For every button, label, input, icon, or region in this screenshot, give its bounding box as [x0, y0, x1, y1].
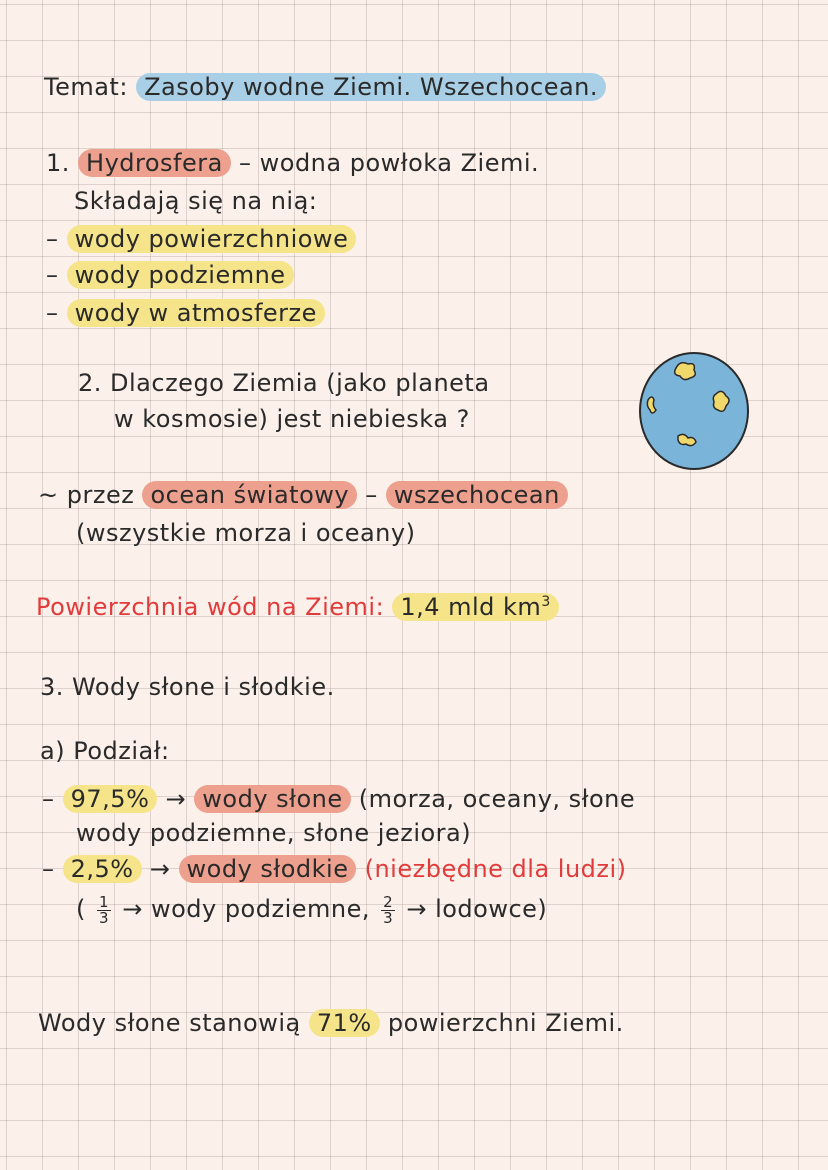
- list-item: – wody podziemne: [46, 260, 294, 290]
- question-line-1: 2. Dlaczego Ziemia (jako planeta: [78, 369, 490, 397]
- salt-detail-line-2: wody podziemne, słone jeziora): [76, 819, 472, 847]
- groundwater-part: → wody podziemne,: [122, 895, 370, 923]
- fraction-denominator: 3: [99, 908, 110, 927]
- salt-dash: –: [42, 785, 55, 813]
- answer-prefix: ~ przez: [38, 481, 135, 509]
- surface-exponent: 3: [541, 594, 551, 610]
- salt-detail: (morza, oceany, słone: [358, 785, 636, 813]
- salt-arrow: →: [165, 785, 187, 813]
- surface-number: 1,4 mld km: [400, 593, 542, 621]
- fresh-water-line: [42, 854, 627, 884]
- composed-intro: Składają się na nią:: [74, 187, 318, 215]
- answer-dash: –: [365, 481, 378, 509]
- wszechocean-term: wszechocean: [386, 481, 568, 509]
- salt-label: wody słone: [194, 785, 350, 813]
- section3-title: 3. Wody słone i słodkie.: [40, 673, 335, 701]
- summary-before: Wody słone stanowią: [38, 1009, 301, 1037]
- fraction-numerator: 1: [99, 892, 110, 911]
- list-item: – wody powierzchniowe: [46, 224, 356, 254]
- question-line-2: w kosmosie) jest niebieska ?: [114, 405, 470, 433]
- fraction-two-thirds: [381, 892, 395, 927]
- hydrosphere-definition: – wodna powłoka Ziemi.: [239, 149, 540, 177]
- topic-title: Zasoby wodne Ziemi. Wszechocean.: [136, 73, 606, 101]
- answer-line: [38, 480, 568, 510]
- salt-percent: 97,5%: [63, 785, 158, 813]
- topic-line: [44, 72, 606, 102]
- fresh-open-paren: (: [76, 895, 86, 923]
- surface-label: Powierzchnia wód na Ziemi:: [36, 593, 385, 621]
- fraction-one-third: [97, 892, 111, 927]
- fresh-label: wody słodkie: [179, 855, 357, 883]
- section3-subtitle: a) Podział:: [40, 737, 170, 765]
- summary-after: powierzchni Ziemi.: [387, 1009, 624, 1037]
- hydrosphere-line: [46, 148, 539, 178]
- fresh-dash: –: [42, 855, 55, 883]
- answer-explanation: (wszystkie morza i oceany): [76, 519, 416, 547]
- list-item-text: wody w atmosferze: [67, 299, 325, 327]
- hydrosphere-term: Hydrosfera: [78, 149, 231, 177]
- topic-label: Temat:: [44, 73, 128, 101]
- fresh-note: (niezbędne dla ludzi): [364, 855, 627, 883]
- list-item-text: wody powierzchniowe: [67, 225, 357, 253]
- fresh-arrow: →: [149, 855, 171, 883]
- list-item: – wody w atmosferze: [46, 298, 325, 328]
- section1-number: 1.: [46, 149, 70, 177]
- fraction-denominator: 3: [383, 908, 394, 927]
- surface-line: [36, 592, 559, 622]
- salt-water-line: [42, 784, 635, 814]
- fresh-breakdown-line: [76, 894, 547, 926]
- glacier-part: → lodowce): [406, 895, 548, 923]
- summary-line: [38, 1008, 624, 1038]
- fraction-numerator: 2: [383, 892, 394, 911]
- world-ocean-term: ocean światowy: [142, 481, 357, 509]
- list-item-text: wody podziemne: [67, 261, 294, 289]
- surface-value: [392, 593, 558, 621]
- globe-icon: [638, 350, 750, 472]
- fresh-percent: 2,5%: [63, 855, 142, 883]
- summary-percent: 71%: [309, 1009, 380, 1037]
